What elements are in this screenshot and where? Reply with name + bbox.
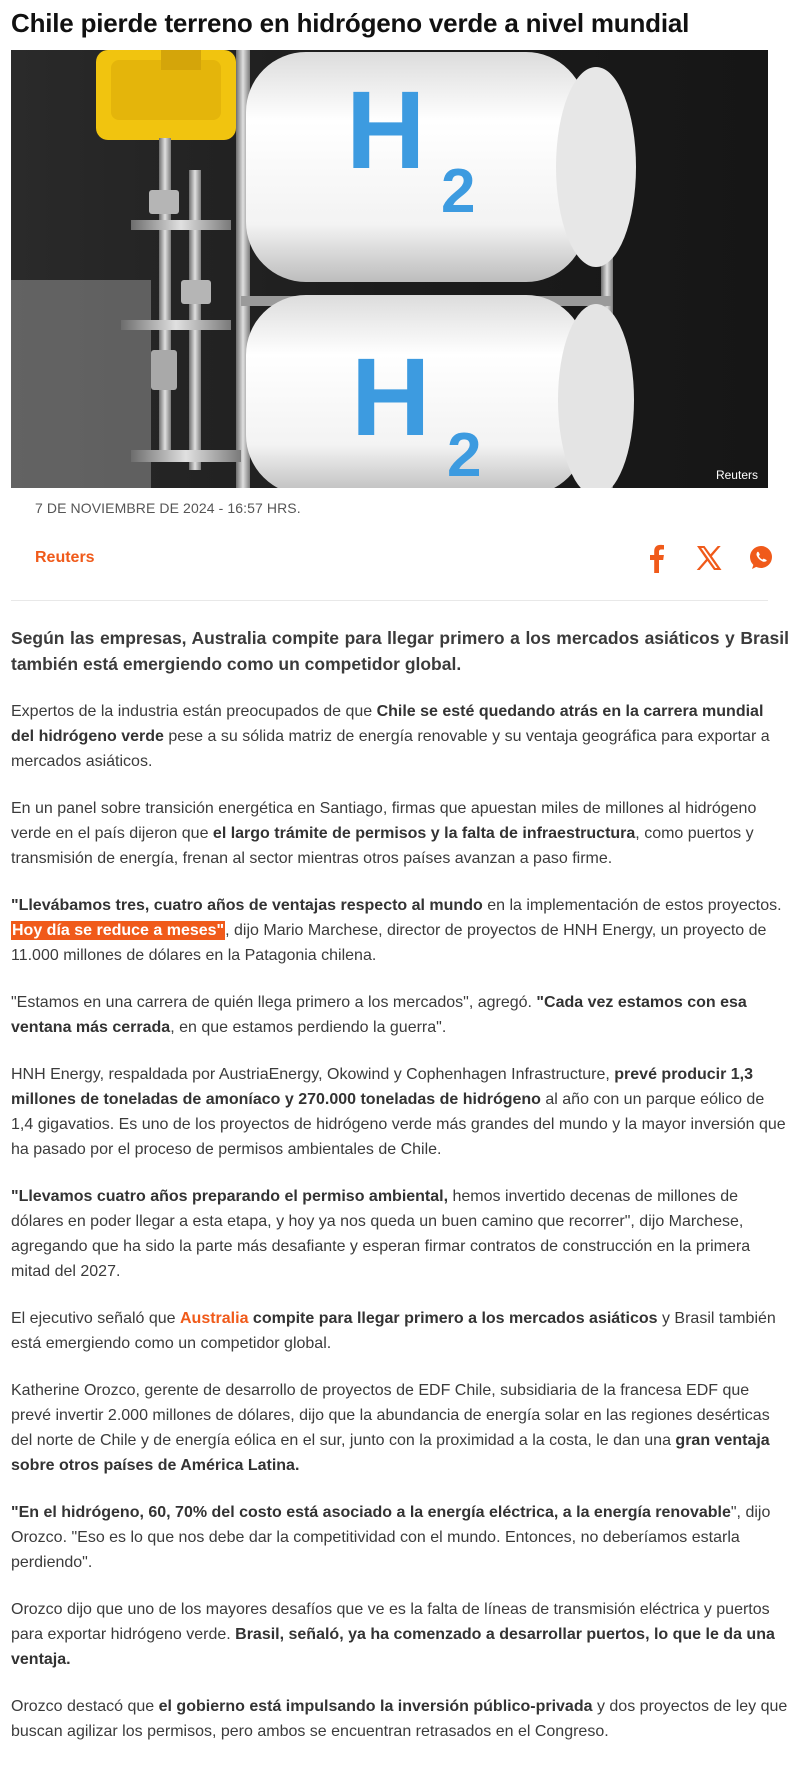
- hydrogen-tanks-illustration: [11, 50, 768, 488]
- article-title: Chile pierde terreno en hidrógeno verde a nivel mundial: [11, 8, 690, 38]
- paragraph-5: HNH Energy, respaldada por AustriaEnergy, Okowind y Cophenhagen Infrastructure, prevé producir 1,3 millones de toneladas de amoníaco y 270.000 toneladas de hidrógeno al año con un parque eólico de 1,4 gigavatios. Es uno de los proyectos de hidrógeno verde más grandes del mundo y la mayor inversión que ha pasado por el proceso de permisos ambientales de Chile.: [11, 1066, 786, 1158]
- paragraph-3: "Llevábamos tres, cuatro años de ventajas respecto al mundo en la implementación de estos proyectos. Hoy día se reduce a meses", dijo Mario Marchese, director de proyectos de HNH Energy, un proyecto de 11.000 millones de dólares en la Patagonia chilena.: [11, 897, 782, 964]
- x-icon[interactable]: [693, 542, 725, 574]
- facebook-icon[interactable]: [641, 542, 673, 574]
- australia-link[interactable]: Australia: [180, 1310, 249, 1327]
- byline-row: [11, 538, 789, 578]
- paragraph-11: Orozco destacó que el gobierno está impulsando la inversión público-privada y dos proyectos de ley que buscan agilizar los permisos, pero ambos se encuentran retrasados en el Congreso.: [11, 1698, 788, 1740]
- author-link[interactable]: Reuters: [35, 549, 95, 566]
- h2-subscript-bottom: 2: [447, 421, 482, 488]
- share-buttons: [641, 542, 777, 574]
- highlighted-quote: Hoy día se reduce a meses": [12, 922, 225, 939]
- h2-subscript-top: 2: [441, 157, 476, 226]
- paragraph-6: "Llevamos cuatro años preparando el permiso ambiental, hemos invertido decenas de millones de dólares en poder llegar a esta etapa, y hoy ya nos queda un buen camino que recorrer", dijo Marchese, agregando que ha sido la parte más desafiante y esperan firmar contratos de construcción en la primera mitad del 2027.: [11, 1188, 751, 1280]
- hero-image[interactable]: [11, 50, 768, 488]
- paragraph-9: "En el hidrógeno, 60, 70% del costo está asociado a la energía eléctrica, a la energía renovable", dijo Orozco. "Eso es lo que nos debe dar la competitividad con el mundo. Entonces, no deberíamos estarla perdiendo".: [11, 1504, 771, 1571]
- paragraph-2: En un panel sobre transición energética en Santiago, firmas que apuestan miles de millones al hidrógeno verde en el país dijeron que el largo trámite de permisos y la falta de infraestructura, como puertos y transmisión de energía, frenan al sector mientras otros países avanzan a paso firme.: [11, 800, 757, 867]
- paragraph-7: El ejecutivo señaló que Australia compite para llegar primero a los mercados asiáticos y Brasil también está emergiendo como un competidor global.: [11, 1310, 776, 1352]
- publish-date: 7 DE NOVIEMBRE DE 2024 - 16:57 HRS.: [35, 500, 301, 516]
- whatsapp-icon[interactable]: [745, 542, 777, 574]
- image-credit: Reuters: [715, 468, 758, 482]
- paragraph-10: Orozco dijo que uno de los mayores desafíos que ve es la falta de líneas de transmisión eléctrica y puertos para exportar hidrógeno verde. Brasil, señaló, ya ha comenzado a desarrollar puertos, lo que le da una ventaja.: [11, 1601, 775, 1668]
- paragraph-8: Katherine Orozco, gerente de desarrollo de proyectos de EDF Chile, subsidiaria de la francesa EDF que prevé invertir 2.000 millones de dólares, dijo que la abundancia de energía solar en las regiones desérticas del norte de Chile y de energía eólica en el sur, junto con la proximidad a la costa, le dan una gran ventaja sobre otros países de América Latina.: [11, 1382, 770, 1474]
- article-lead: Según las empresas, Australia compite para llegar primero a los mercados asiáticos y Brasil también está emergiendo como un competidor global.: [11, 628, 789, 674]
- divider: [11, 600, 768, 601]
- h2-label-top: H: [346, 69, 426, 192]
- paragraph-1: Expertos de la industria están preocupados de que Chile se esté quedando atrás en la carrera mundial del hidrógeno verde pese a su sólida matriz de energía renovable y su ventaja geográfica para exportar a mercados asiáticos.: [11, 703, 770, 770]
- paragraph-4: "Estamos en una carrera de quién llega primero a los mercados", agregó. "Cada vez estamos con esa ventana más cerrada, en que estamos perdiendo la guerra".: [11, 994, 747, 1036]
- h2-label-bottom: H: [351, 336, 431, 459]
